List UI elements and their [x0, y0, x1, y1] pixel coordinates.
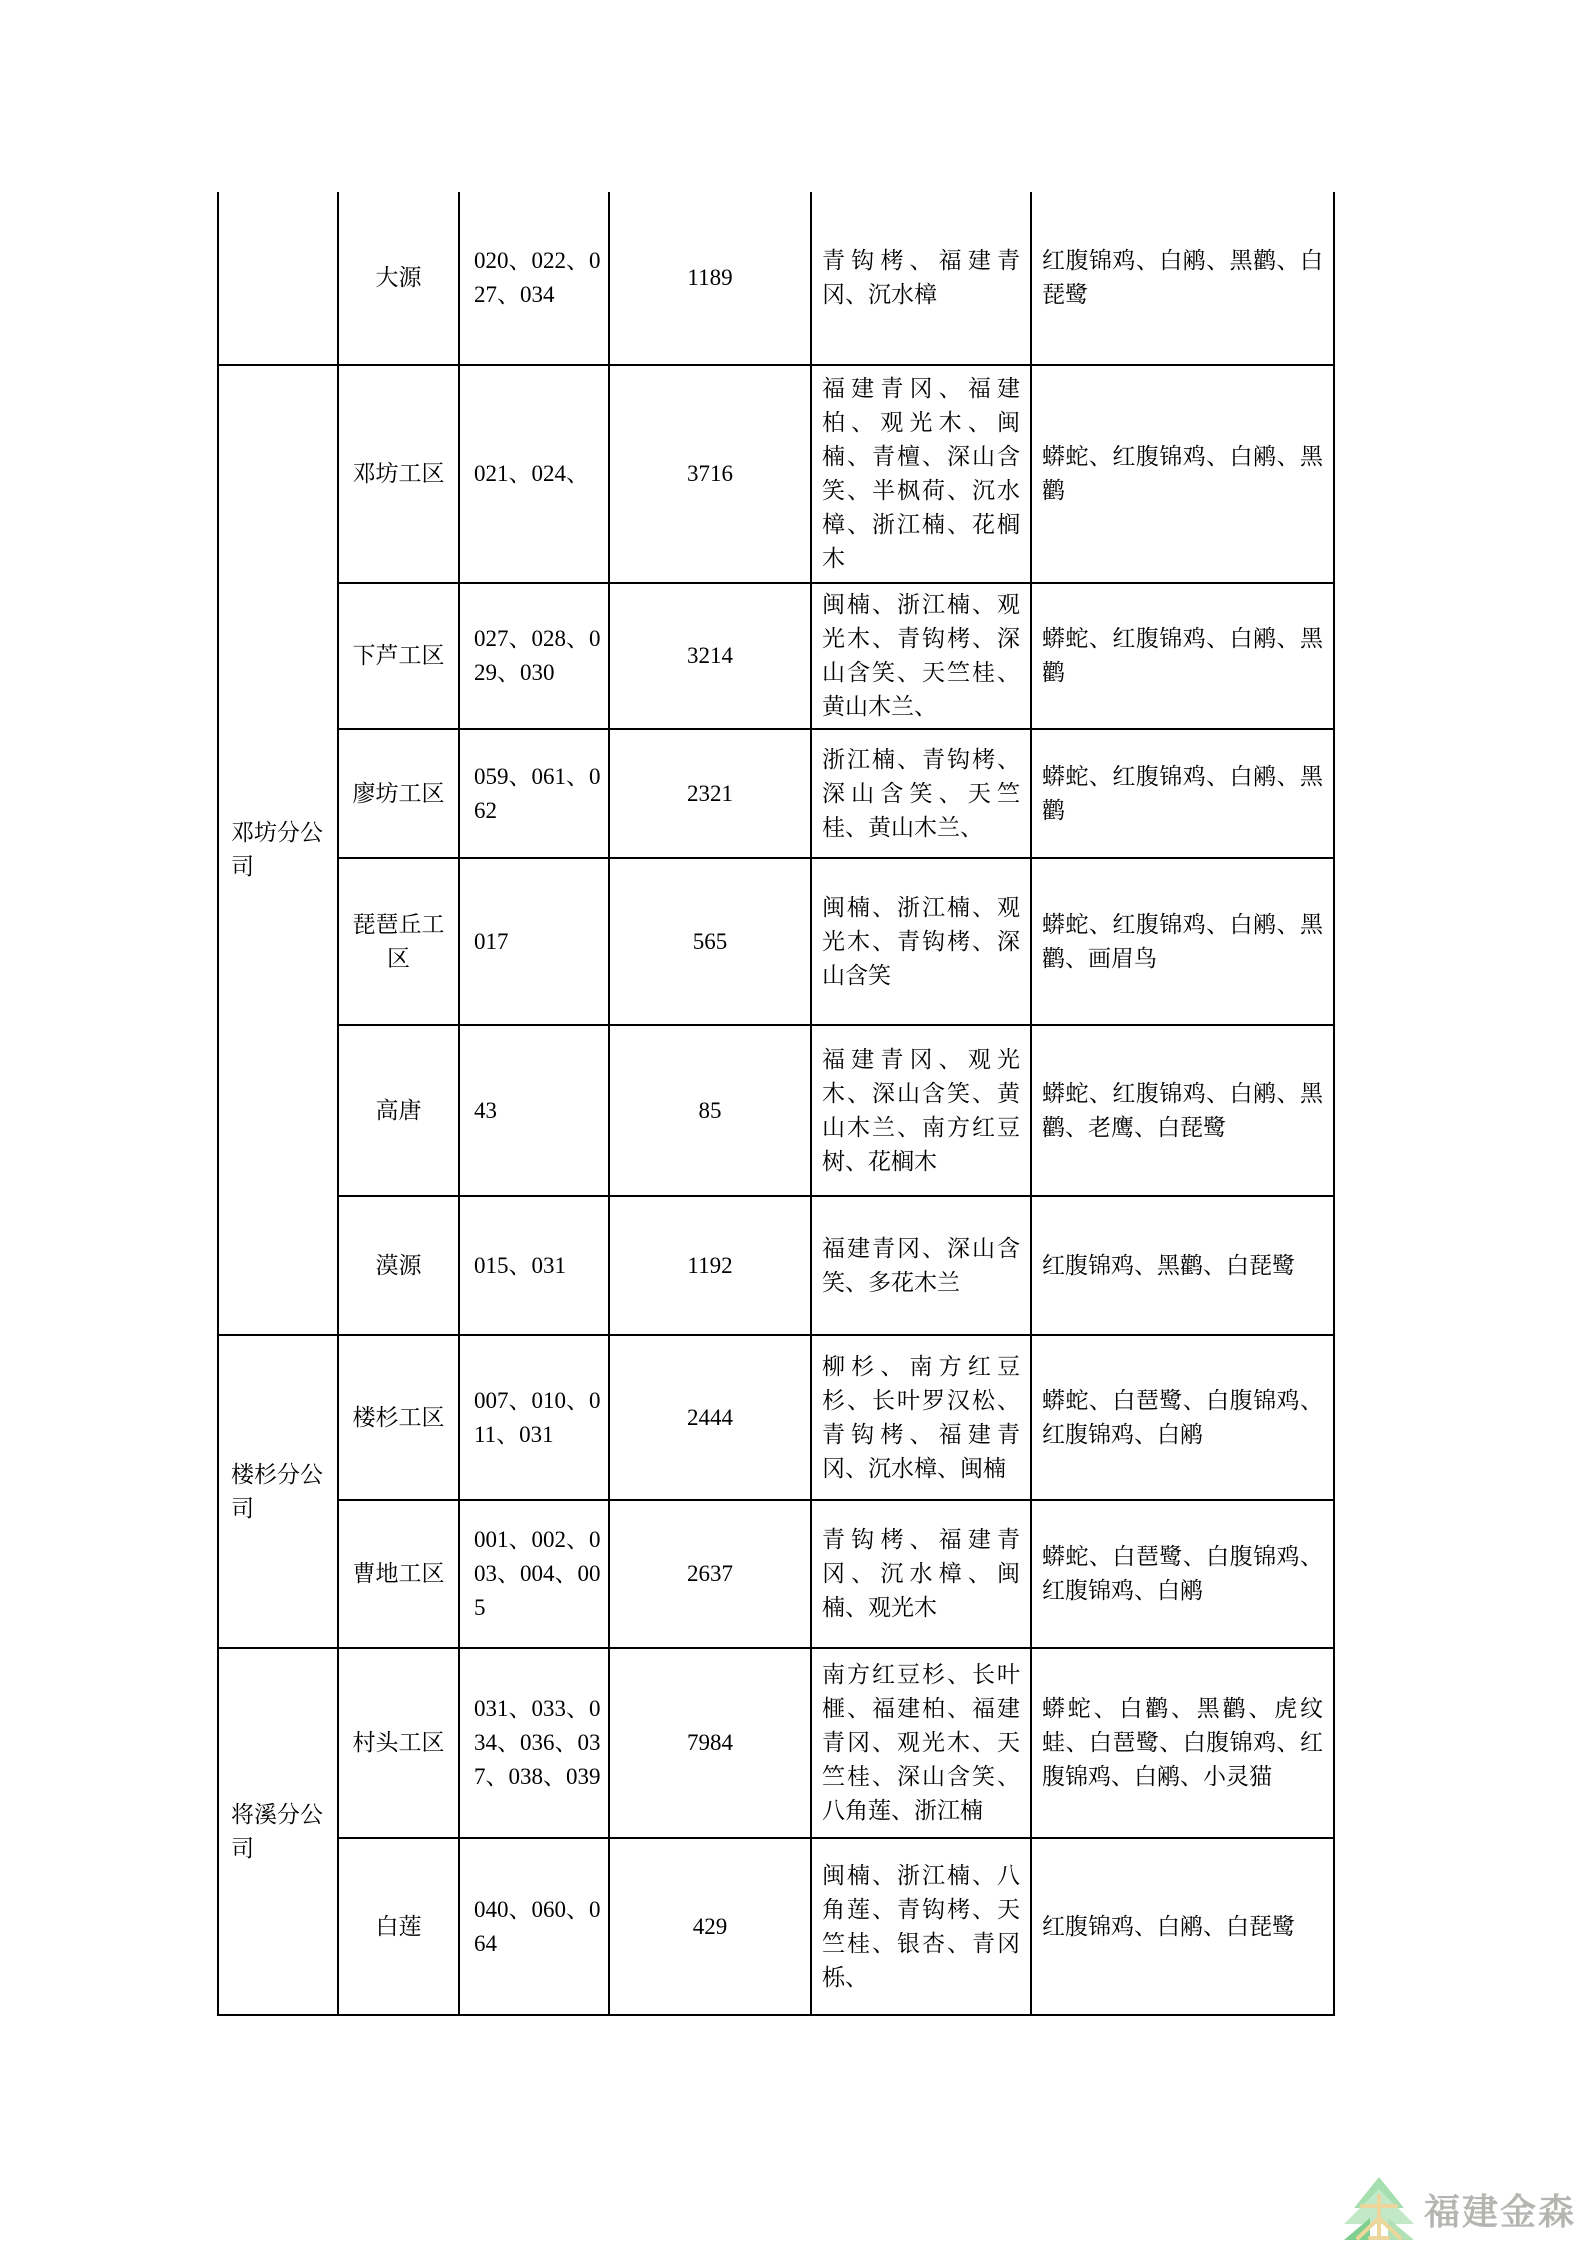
codes-cell: 001、002、003、004、005 — [459, 1500, 609, 1648]
animals-cell: 蟒蛇、白琶鹭、白腹锦鸡、红腹锦鸡、白鹇 — [1031, 1335, 1334, 1500]
area-cell: 2444 — [609, 1335, 811, 1500]
codes-cell: 027、028、029、030 — [459, 583, 609, 729]
animals-cell: 蟒蛇、红腹锦鸡、白鹇、黑鹳、老鹰、白琵鹭 — [1031, 1025, 1334, 1196]
workarea-cell: 高唐 — [338, 1025, 459, 1196]
area-cell: 1192 — [609, 1196, 811, 1335]
trees-cell: 青钩栲、福建青冈、沉水樟 — [811, 192, 1031, 365]
table-row — [218, 1648, 1334, 1838]
animals-cell: 红腹锦鸡、白鹇、白琵鹭 — [1031, 1838, 1334, 2015]
table-row — [218, 1500, 1334, 1648]
animals-cell: 红腹锦鸡、白鹇、黑鹳、白琵鹭 — [1031, 192, 1334, 365]
table-row — [218, 1335, 1334, 1500]
area-cell: 85 — [609, 1025, 811, 1196]
table-row — [218, 192, 1334, 365]
trees-cell: 福建青冈、福建柏、观光木、闽楠、青檀、深山含笑、半枫荷、沉水樟、浙江楠、花榈木 — [811, 365, 1031, 583]
animals-cell: 蟒蛇、红腹锦鸡、白鹇、黑鹳 — [1031, 583, 1334, 729]
workarea-cell: 邓坊工区 — [338, 365, 459, 583]
codes-cell: 020、022、027、034 — [459, 192, 609, 365]
workarea-cell: 漠源 — [338, 1196, 459, 1335]
codes-cell: 040、060、064 — [459, 1838, 609, 2015]
codes-cell: 007、010、011、031 — [459, 1335, 609, 1500]
company-cell: 将溪分公司 — [218, 1648, 338, 2015]
workarea-cell: 廖坊工区 — [338, 729, 459, 858]
codes-cell: 021、024、 — [459, 365, 609, 583]
animals-cell: 蟒蛇、白鹳、黑鹳、虎纹蛙、白琶鹭、白腹锦鸡、红腹锦鸡、白鹇、小灵猫 — [1031, 1648, 1334, 1838]
codes-cell: 43 — [459, 1025, 609, 1196]
area-cell: 1189 — [609, 192, 811, 365]
workarea-cell: 大源 — [338, 192, 459, 365]
animals-cell: 蟒蛇、红腹锦鸡、白鹇、黑鹳 — [1031, 729, 1334, 858]
trees-cell: 南方红豆杉、长叶榧、福建柏、福建青冈、观光木、天竺桂、深山含笑、八角莲、浙江楠 — [811, 1648, 1031, 1838]
table-row — [218, 1196, 1334, 1335]
trees-cell: 闽楠、浙江楠、观光木、青钩栲、深山含笑 — [811, 858, 1031, 1025]
table-row — [218, 729, 1334, 858]
company-cell — [218, 192, 338, 365]
company-cell: 楼杉分公司 — [218, 1335, 338, 1648]
workarea-cell: 曹地工区 — [338, 1500, 459, 1648]
trees-cell: 柳杉、南方红豆杉、长叶罗汉松、青钩栲、福建青冈、沉水樟、闽楠 — [811, 1335, 1031, 1500]
company-logo-text: 福建金森 — [1424, 2190, 1577, 2232]
trees-cell: 浙江楠、青钩栲、深山含笑、天竺桂、黄山木兰、 — [811, 729, 1031, 858]
table-row — [218, 1025, 1334, 1196]
workarea-cell: 村头工区 — [338, 1648, 459, 1838]
animals-cell: 红腹锦鸡、黑鹳、白琵鹭 — [1031, 1196, 1334, 1335]
trees-cell: 闽楠、浙江楠、八角莲、青钩栲、天竺桂、银杏、青冈栎、 — [811, 1838, 1031, 2015]
codes-cell: 015、031 — [459, 1196, 609, 1335]
area-cell: 3716 — [609, 365, 811, 583]
table-row — [218, 583, 1334, 729]
codes-cell: 017 — [459, 858, 609, 1025]
trees-cell: 福建青冈、深山含笑、多花木兰 — [811, 1196, 1031, 1335]
workarea-cell: 下芦工区 — [338, 583, 459, 729]
codes-cell: 059、061、062 — [459, 729, 609, 858]
trees-cell: 青钩栲、福建青冈、沉水樟、闽楠、观光木 — [811, 1500, 1031, 1648]
area-cell: 7984 — [609, 1648, 811, 1838]
animals-cell: 蟒蛇、白琶鹭、白腹锦鸡、红腹锦鸡、白鹇 — [1031, 1500, 1334, 1648]
workarea-cell: 白莲 — [338, 1838, 459, 2015]
trees-cell: 闽楠、浙江楠、观光木、青钩栲、深山含笑、天竺桂、黄山木兰、 — [811, 583, 1031, 729]
animals-cell: 蟒蛇、红腹锦鸡、白鹇、黑鹳、画眉鸟 — [1031, 858, 1334, 1025]
forest-resources-table — [217, 192, 1335, 2016]
workarea-cell: 楼杉工区 — [338, 1335, 459, 1500]
area-cell: 429 — [609, 1838, 811, 2015]
animals-cell: 蟒蛇、红腹锦鸡、白鹇、黑鹳 — [1031, 365, 1334, 583]
workarea-cell: 琵琶丘工区 — [338, 858, 459, 1025]
table-row — [218, 365, 1334, 583]
area-cell: 2321 — [609, 729, 811, 858]
area-cell: 3214 — [609, 583, 811, 729]
pine-tree-icon — [1340, 2176, 1418, 2242]
codes-cell: 031、033、034、036、037、038、039 — [459, 1648, 609, 1838]
area-cell: 2637 — [609, 1500, 811, 1648]
area-cell: 565 — [609, 858, 811, 1025]
table-row — [218, 858, 1334, 1025]
table-row — [218, 1838, 1334, 2015]
company-cell: 邓坊分公司 — [218, 365, 338, 1335]
trees-cell: 福建青冈、观光木、深山含笑、黄山木兰、南方红豆树、花榈木 — [811, 1025, 1031, 1196]
company-logo — [1340, 2176, 1576, 2242]
